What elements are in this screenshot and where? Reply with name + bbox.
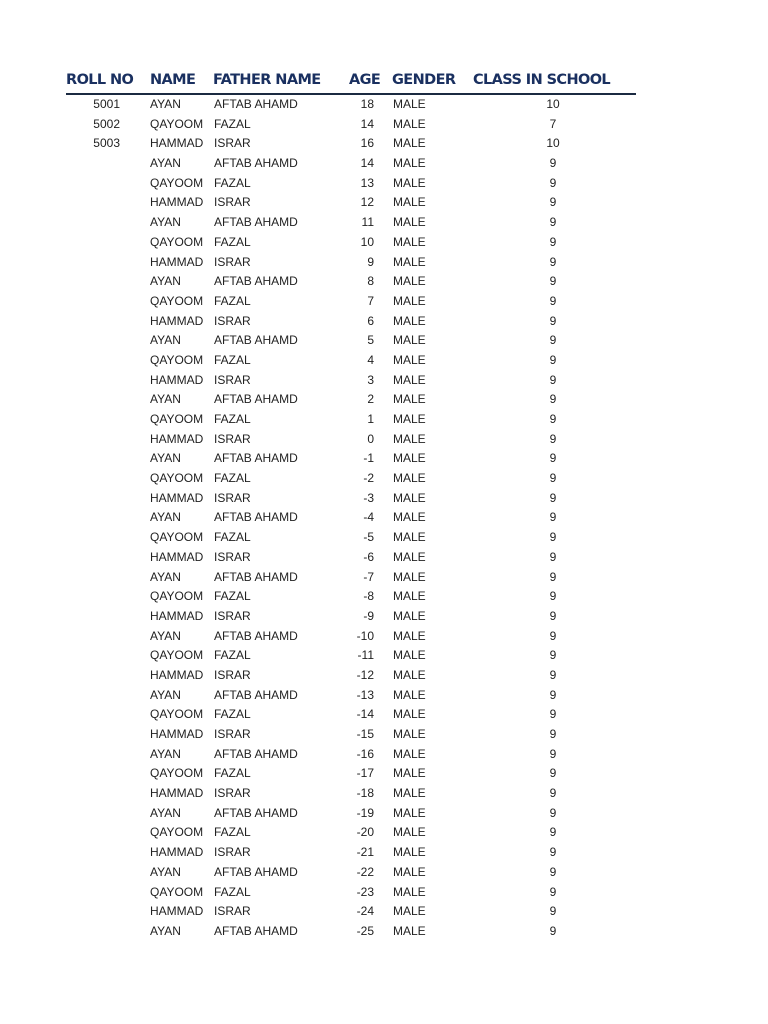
father-name-cell: ISRAR	[214, 786, 251, 801]
age-cell: -10	[356, 628, 374, 643]
age-cell: 0	[367, 431, 374, 446]
class-cell: 9	[549, 530, 557, 545]
father-name-cell: FAZAL	[214, 825, 251, 840]
class-cell: 9	[549, 628, 557, 643]
name-cell: AYAN	[150, 156, 181, 171]
name-cell: AYAN	[150, 215, 181, 230]
father-name-cell: ISRAR	[214, 608, 251, 623]
name-cell: QAYOOM	[150, 234, 204, 249]
father-name-cell: FAZAL	[214, 766, 251, 781]
gender-cell: MALE	[393, 274, 426, 289]
gender-cell: MALE	[393, 825, 426, 840]
table-row	[66, 843, 636, 863]
table-row	[66, 528, 636, 548]
age-cell: -3	[363, 490, 374, 505]
age-cell: 12	[360, 195, 374, 210]
father-name-cell: FAZAL	[214, 707, 251, 722]
gender-cell: MALE	[393, 471, 426, 486]
gender-cell: MALE	[393, 707, 426, 722]
name-cell: QAYOOM	[150, 707, 204, 722]
age-cell: 16	[360, 136, 374, 151]
name-cell: QAYOOM	[150, 766, 204, 781]
class-cell: 9	[549, 274, 557, 289]
age-cell: -9	[363, 608, 374, 623]
name-cell: AYAN	[150, 687, 181, 702]
age-cell: 14	[360, 116, 374, 131]
gender-cell: MALE	[393, 549, 426, 564]
class-cell: 9	[549, 608, 557, 623]
class-cell: 9	[549, 490, 557, 505]
table-row	[66, 705, 636, 725]
gender-cell: MALE	[393, 530, 426, 545]
class-cell: 9	[549, 195, 557, 210]
header-name: NAME	[150, 72, 196, 88]
class-cell: 9	[549, 451, 557, 466]
table-row	[66, 784, 636, 804]
age-cell: -15	[356, 727, 374, 741]
name-cell: HAMMAD	[150, 845, 204, 860]
age-cell: -18	[356, 786, 374, 801]
gender-cell: MALE	[393, 195, 426, 210]
class-cell: 9	[549, 175, 557, 190]
name-cell: HAMMAD	[150, 608, 204, 623]
name-cell: QAYOOM	[150, 175, 204, 190]
name-cell: AYAN	[150, 805, 181, 820]
name-cell: HAMMAD	[150, 490, 204, 505]
name-cell: HAMMAD	[150, 136, 204, 151]
table-row	[66, 134, 636, 154]
table-row	[66, 627, 636, 647]
table-row	[66, 666, 636, 686]
table-row	[66, 804, 636, 824]
class-cell: 9	[549, 904, 557, 919]
name-cell: QAYOOM	[150, 589, 204, 604]
father-name-cell: FAZAL	[214, 175, 251, 190]
class-cell: 10	[546, 136, 560, 151]
name-cell: AYAN	[150, 97, 181, 111]
name-cell: AYAN	[150, 746, 181, 761]
age-cell: -23	[356, 884, 374, 899]
name-cell: HAMMAD	[150, 431, 204, 446]
father-name-cell: ISRAR	[214, 431, 251, 446]
father-name-cell: FAZAL	[214, 884, 251, 899]
class-cell: 9	[549, 667, 557, 682]
table-row	[66, 745, 636, 765]
age-cell: 4	[367, 352, 374, 367]
age-cell: 13	[360, 175, 374, 190]
gender-cell: MALE	[393, 845, 426, 860]
table-row	[66, 922, 636, 942]
age-cell: -14	[356, 707, 374, 722]
table-row	[66, 489, 636, 509]
name-cell: AYAN	[150, 923, 181, 938]
name-cell: AYAN	[150, 392, 181, 407]
father-name-cell: ISRAR	[214, 254, 251, 269]
gender-cell: MALE	[393, 431, 426, 446]
father-name-cell: FAZAL	[214, 648, 251, 663]
table-row	[66, 272, 636, 292]
table-row	[66, 292, 636, 312]
class-cell: 9	[549, 234, 557, 249]
table-body	[66, 95, 636, 942]
father-name-cell: ISRAR	[214, 549, 251, 564]
table-row	[66, 154, 636, 174]
father-name-cell: AFTAB AHAMD	[214, 569, 298, 584]
name-cell: HAMMAD	[150, 372, 204, 387]
table-row	[66, 863, 636, 883]
gender-cell: MALE	[393, 766, 426, 781]
header-gender: GENDER	[392, 72, 456, 88]
age-cell: -4	[363, 510, 374, 525]
class-cell: 9	[549, 707, 557, 722]
age-cell: -5	[363, 530, 374, 545]
age-cell: 2	[367, 392, 374, 407]
table-row	[66, 568, 636, 588]
class-cell: 9	[549, 510, 557, 525]
gender-cell: MALE	[393, 786, 426, 801]
father-name-cell: ISRAR	[214, 136, 251, 151]
father-name-cell: AFTAB AHAMD	[214, 451, 298, 466]
gender-cell: MALE	[393, 392, 426, 407]
gender-cell: MALE	[393, 136, 426, 151]
father-name-cell: FAZAL	[214, 589, 251, 604]
gender-cell: MALE	[393, 510, 426, 525]
father-name-cell: FAZAL	[214, 412, 251, 426]
father-name-cell: FAZAL	[214, 471, 251, 486]
name-cell: HAMMAD	[150, 195, 204, 210]
father-name-cell: AFTAB AHAMD	[214, 923, 298, 938]
father-name-cell: AFTAB AHAMD	[214, 805, 298, 820]
table-row	[66, 410, 636, 430]
age-cell: 8	[367, 274, 374, 289]
age-cell: -17	[356, 766, 374, 781]
gender-cell: MALE	[393, 628, 426, 643]
class-cell: 9	[549, 786, 557, 801]
gender-cell: MALE	[393, 648, 426, 663]
table-row	[66, 646, 636, 666]
class-cell: 10	[546, 97, 560, 111]
gender-cell: MALE	[393, 884, 426, 899]
name-cell: AYAN	[150, 569, 181, 584]
father-name-cell: ISRAR	[214, 195, 251, 210]
table-row	[66, 193, 636, 213]
age-cell: -16	[356, 746, 374, 761]
father-name-cell: ISRAR	[214, 727, 251, 741]
age-cell: -21	[356, 845, 374, 860]
father-name-cell: AFTAB AHAMD	[214, 746, 298, 761]
table-row	[66, 764, 636, 784]
class-cell: 9	[549, 293, 557, 308]
class-cell: 9	[549, 845, 557, 860]
age-cell: -19	[356, 805, 374, 820]
gender-cell: MALE	[393, 293, 426, 308]
table-row	[66, 508, 636, 528]
name-cell: HAMMAD	[150, 254, 204, 269]
class-cell: 9	[549, 313, 557, 328]
gender-cell: MALE	[393, 904, 426, 919]
roll-no-cell: 5002	[93, 116, 120, 131]
table-row	[66, 253, 636, 273]
class-cell: 9	[549, 471, 557, 486]
class-cell: 9	[549, 864, 557, 879]
gender-cell: MALE	[393, 412, 426, 426]
table-row	[66, 686, 636, 706]
father-name-cell: AFTAB AHAMD	[214, 687, 298, 702]
age-cell: 1	[367, 412, 374, 426]
class-cell: 9	[549, 254, 557, 269]
father-name-cell: FAZAL	[214, 116, 251, 131]
class-cell: 9	[549, 215, 557, 230]
class-cell: 9	[549, 825, 557, 840]
age-cell: -1	[363, 451, 374, 466]
table-row	[66, 548, 636, 568]
table-row	[66, 95, 636, 115]
class-cell: 9	[549, 648, 557, 663]
name-cell: QAYOOM	[150, 293, 204, 308]
father-name-cell: AFTAB AHAMD	[214, 156, 298, 171]
roll-no-cell: 5003	[93, 136, 120, 151]
age-cell: 18	[360, 97, 374, 111]
name-cell: QAYOOM	[150, 825, 204, 840]
table-row	[66, 449, 636, 469]
table-row	[66, 607, 636, 627]
gender-cell: MALE	[393, 687, 426, 702]
age-cell: -2	[363, 471, 374, 486]
name-cell: QAYOOM	[150, 352, 204, 367]
table-header	[66, 69, 636, 95]
student-table	[66, 69, 636, 942]
gender-cell: MALE	[393, 313, 426, 328]
father-name-cell: AFTAB AHAMD	[214, 510, 298, 525]
table-row	[66, 115, 636, 135]
age-cell: -22	[356, 864, 374, 879]
name-cell: HAMMAD	[150, 667, 204, 682]
name-cell: AYAN	[150, 864, 181, 879]
class-cell: 9	[549, 805, 557, 820]
name-cell: HAMMAD	[150, 549, 204, 564]
gender-cell: MALE	[393, 746, 426, 761]
gender-cell: MALE	[393, 116, 426, 131]
age-cell: -7	[363, 569, 374, 584]
father-name-cell: AFTAB AHAMD	[214, 628, 298, 643]
class-cell: 9	[549, 589, 557, 604]
gender-cell: MALE	[393, 215, 426, 230]
gender-cell: MALE	[393, 451, 426, 466]
father-name-cell: FAZAL	[214, 352, 251, 367]
gender-cell: MALE	[393, 727, 426, 741]
header-roll-no: ROLL NO	[66, 72, 134, 88]
father-name-cell: AFTAB AHAMD	[214, 333, 298, 348]
age-cell: -25	[356, 923, 374, 938]
class-cell: 9	[549, 923, 557, 938]
name-cell: HAMMAD	[150, 313, 204, 328]
header-age: AGE	[349, 72, 381, 88]
name-cell: QAYOOM	[150, 471, 204, 486]
header-father-name: FATHER NAME	[213, 72, 321, 88]
name-cell: QAYOOM	[150, 116, 204, 131]
table-row	[66, 351, 636, 371]
father-name-cell: ISRAR	[214, 313, 251, 328]
gender-cell: MALE	[393, 667, 426, 682]
gender-cell: MALE	[393, 589, 426, 604]
table-row	[66, 823, 636, 843]
father-name-cell: FAZAL	[214, 293, 251, 308]
gender-cell: MALE	[393, 923, 426, 938]
age-cell: 11	[361, 215, 374, 230]
class-cell: 9	[549, 884, 557, 899]
table-row	[66, 312, 636, 332]
name-cell: QAYOOM	[150, 884, 204, 899]
table-row	[66, 587, 636, 607]
father-name-cell: AFTAB AHAMD	[214, 215, 298, 230]
father-name-cell: AFTAB AHAMD	[214, 864, 298, 879]
age-cell: -12	[356, 667, 374, 682]
gender-cell: MALE	[393, 156, 426, 171]
name-cell: HAMMAD	[150, 786, 204, 801]
gender-cell: MALE	[393, 608, 426, 623]
father-name-cell: AFTAB AHAMD	[214, 97, 298, 111]
gender-cell: MALE	[393, 333, 426, 348]
class-cell: 9	[549, 412, 557, 426]
table-row	[66, 883, 636, 903]
name-cell: AYAN	[150, 628, 181, 643]
class-cell: 9	[549, 352, 557, 367]
name-cell: AYAN	[150, 451, 181, 466]
table-row	[66, 390, 636, 410]
class-cell: 9	[549, 727, 557, 741]
class-cell: 9	[549, 687, 557, 702]
table-row	[66, 174, 636, 194]
class-cell: 9	[549, 746, 557, 761]
table-row	[66, 233, 636, 253]
class-cell: 9	[549, 766, 557, 781]
father-name-cell: ISRAR	[214, 845, 251, 860]
header-class-in-school: CLASS IN SCHOOL	[473, 72, 611, 88]
age-cell: 9	[367, 254, 374, 269]
father-name-cell: ISRAR	[214, 667, 251, 682]
roll-no-cell: 5001	[93, 97, 120, 111]
gender-cell: MALE	[393, 97, 426, 111]
age-cell: -13	[356, 687, 374, 702]
class-cell: 9	[549, 431, 557, 446]
age-cell: 14	[360, 156, 374, 171]
class-cell: 7	[549, 116, 557, 131]
father-name-cell: AFTAB AHAMD	[214, 274, 298, 289]
name-cell: QAYOOM	[150, 648, 204, 663]
gender-cell: MALE	[393, 352, 426, 367]
father-name-cell: FAZAL	[214, 234, 251, 249]
father-name-cell: ISRAR	[214, 904, 251, 919]
age-cell: 10	[360, 234, 374, 249]
age-cell: -11	[357, 648, 374, 663]
name-cell: HAMMAD	[150, 727, 204, 741]
name-cell: AYAN	[150, 510, 181, 525]
father-name-cell: ISRAR	[214, 372, 251, 387]
table-row	[66, 725, 636, 745]
table-row	[66, 213, 636, 233]
age-cell: 3	[367, 372, 374, 387]
table-row	[66, 469, 636, 489]
class-cell: 9	[549, 372, 557, 387]
gender-cell: MALE	[393, 254, 426, 269]
age-cell: -6	[363, 549, 374, 564]
class-cell: 9	[549, 156, 557, 171]
class-cell: 9	[549, 549, 557, 564]
gender-cell: MALE	[393, 805, 426, 820]
age-cell: 6	[367, 313, 374, 328]
father-name-cell: AFTAB AHAMD	[214, 392, 298, 407]
table-row	[66, 902, 636, 922]
class-cell: 9	[549, 333, 557, 348]
class-cell: 9	[549, 392, 557, 407]
gender-cell: MALE	[393, 490, 426, 505]
age-cell: -20	[356, 825, 374, 840]
gender-cell: MALE	[393, 372, 426, 387]
name-cell: AYAN	[150, 274, 181, 289]
father-name-cell: FAZAL	[214, 530, 251, 545]
gender-cell: MALE	[393, 234, 426, 249]
age-cell: 5	[367, 333, 374, 348]
age-cell: 7	[367, 293, 374, 308]
table-row	[66, 371, 636, 391]
father-name-cell: ISRAR	[214, 490, 251, 505]
table-row	[66, 430, 636, 450]
gender-cell: MALE	[393, 569, 426, 584]
name-cell: HAMMAD	[150, 904, 204, 919]
name-cell: QAYOOM	[150, 530, 204, 545]
name-cell: QAYOOM	[150, 412, 204, 426]
table-row	[66, 331, 636, 351]
age-cell: -8	[363, 589, 374, 604]
name-cell: AYAN	[150, 333, 181, 348]
age-cell: -24	[356, 904, 374, 919]
gender-cell: MALE	[393, 175, 426, 190]
gender-cell: MALE	[393, 864, 426, 879]
class-cell: 9	[549, 569, 557, 584]
